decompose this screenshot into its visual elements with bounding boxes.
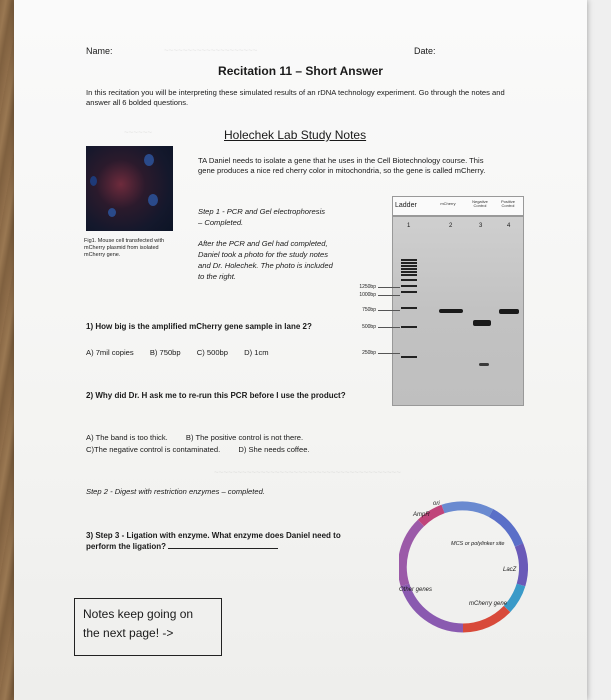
ladder-band [401,268,417,270]
lane-number: 1 [407,223,411,229]
after-pcr-text: After the PCR and Gel had completed, Daniel took a photo for the study notes and Dr. Holechek. The photo is included to the right. [198,239,333,281]
lane4-band [499,309,519,314]
notes-box-line1: Notes keep going on [83,607,194,621]
figure-caption: Fig1. Mouse cell transfected with mCherry plasmid from isolated mCherry gene. [84,238,165,258]
bp-pointer [378,327,400,328]
question-3-text: 3) Step 3 - Ligation with enzyme. What enzyme does Daniel need to perform the ligation? [86,531,341,551]
ladder-band [401,265,417,267]
q1-option-b: B) 750bp [149,348,181,357]
q1-option-c: C) 500bp [196,348,229,357]
other-segment-2 [402,523,421,585]
step2-text: Step 2 - Digest with restriction enzymes – completed. [86,487,265,496]
gel-electrophoresis-photo [392,196,524,406]
plasmid-map [399,485,539,650]
lane-number: 4 [507,223,511,229]
page-title: Recitation 11 – Short Answer [218,64,383,78]
ampr-label: AmpR [413,512,430,518]
notes-continue-box [74,598,222,656]
date-label: Date: [414,46,436,56]
q2-option-a: A) The band is too thick. [86,433,168,442]
bp-marker-750: 750bp [362,307,376,313]
ladder-band [401,326,417,328]
ladder-band [401,262,417,264]
notes-paragraph: TA Daniel needs to isolate a gene that he uses in the Cell Biotechnology course. This gene produces a nice red cherry color in mitochondria, so the gene is called mCherry. [198,156,486,175]
bp-pointer [378,310,400,311]
q2-option-c: C)The negative control is contaminated. [86,445,221,454]
bp-pointer [378,353,400,354]
ladder-band [401,271,417,273]
bp-pointer [378,287,400,288]
ladder-band [401,279,417,281]
other-genes-label: Other genes [399,587,433,593]
ladder-label: Ladder [395,202,417,209]
bp-pointer [378,295,400,296]
q1-option-d: D) 1cm [244,348,269,357]
mcherry-label: mCherry gene [469,601,508,607]
lane3-band [473,320,491,326]
q1-option-a: A) 7mil copies [86,348,134,357]
ladder-band [401,274,417,276]
mcherry-segment [463,609,507,628]
lane2-label: mCherry [440,201,456,206]
show-through-text: ~~~~~~ [124,128,153,137]
ladder-band [401,356,417,358]
question-2: 2) Why did Dr. H ask me to re-run this PCR before I use the product? [86,391,346,400]
notes-box-line2: the next page! -> [83,626,174,640]
ori-segment [443,506,491,513]
lane2-band [439,309,463,313]
ladder-band [401,291,417,293]
question-2-options [86,432,386,456]
show-through-text: ~~~~~~~~~~~~~~~~~~~~ [164,46,258,55]
ladder-band [401,259,417,261]
lacz-label: LacZ [503,567,517,573]
bp-marker-250: 250bp [362,350,376,356]
gel-header [392,196,524,216]
bp-marker-1250: 1250bp [359,284,376,290]
question-1-options [86,348,376,357]
q2-option-d: D) She needs coffee. [238,445,310,454]
lane4-label: Positive Control [500,199,515,208]
answer-blank[interactable] [168,541,278,549]
lane3-label: Negative Control [472,199,488,208]
ori-label: ori [433,501,440,507]
mcs-segment-2 [519,545,523,585]
plasmid-ring [399,485,539,650]
notes-title: Holechek Lab Study Notes [224,128,367,142]
lane-number: 2 [449,223,453,229]
mcs-label: MCS or polylinker site [451,541,505,547]
ladder-band [401,307,417,309]
lane-number: 3 [479,223,483,229]
q2-option-b: B) The positive control is not there. [185,433,304,442]
mouse-cell-micrograph [86,146,173,231]
lane3-faint-band [479,363,489,366]
name-label: Name: [86,46,113,56]
ladder-band [401,285,417,287]
step1-text: Step 1 - PCR and Gel electrophoresis – Completed. [198,207,326,227]
worksheet-page [14,0,587,700]
show-through-text: ~~~~~~~~~~~~~~~~~~~~~~~~~~~~~~~~~~~~~~~~ [214,468,401,477]
bp-marker-500: 500bp [362,324,376,330]
intro-text: In this recitation you will be interpreting these simulated results of an rDNA technology experiment. Go through the notes and answer all 6 bolded questions. [86,88,505,107]
question-3 [86,530,366,552]
bp-marker-1000: 1000bp [359,292,376,298]
question-1: 1) How big is the amplified mCherry gene sample in lane 2? [86,322,312,331]
gel-body [392,216,524,406]
